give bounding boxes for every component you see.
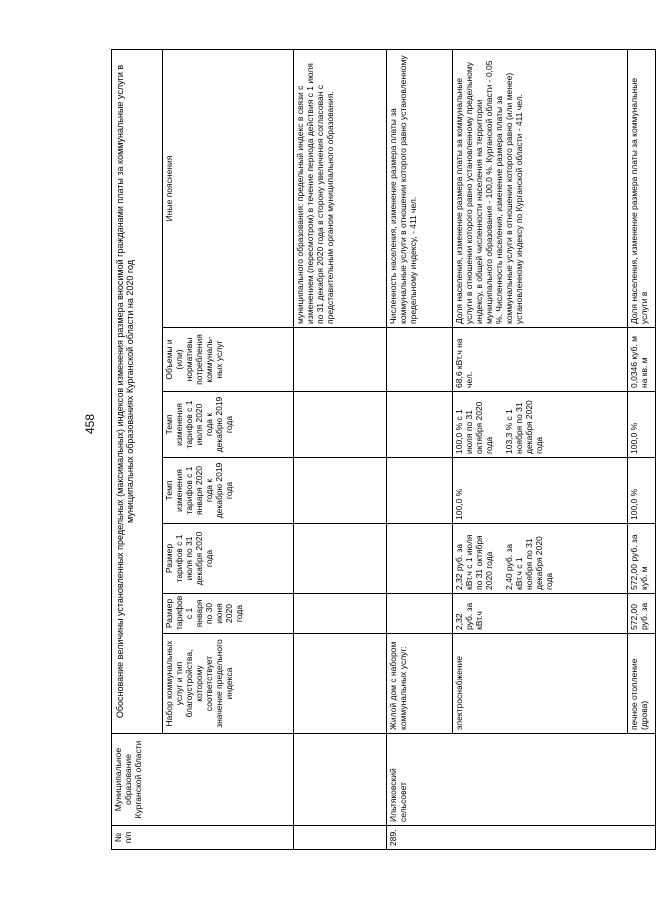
municipality-name: Ильтяковский сельсовет [387,734,656,826]
heating-rate-july: 100,0 % [628,392,656,458]
header-notes: Иные пояснения [163,49,294,327]
heating-tariff-first-half: 572,00 руб. за [628,594,656,634]
header-municipality: Муниципальное образование Курганской области [112,734,294,826]
header-rate-july: Темп изменения тарифов с 1 июля 2020 года к декабрю 2019 года [163,392,294,458]
rotated-table-sheet [111,50,649,850]
electricity-tariff-first-half: 2,32 руб. за кВт.ч [453,594,628,634]
header-tariff-second-half: Размер тарифов с 1 июля по 31 декабря 2020 года [163,524,294,594]
electricity-notes: Доля населения, изменение размера платы за коммунальные услуги в отношении которого равно установленному предельному индексу, в общей численности населения на территории муниципального образования - 100,0 %. Курганской области - 0,05 %. Численность населения, изменение размера платы за коммунальные услуги в отношении которого равно (или менее) установленному индексу по Курганской области - 411 чел. [453,49,628,327]
heating-tariff-second-half: 572,00 руб. за куб. м [628,524,656,594]
continuation-notes: муниципального образования: предельный индекс в связи с изменением (пересмотром) в течение периода действия с 1 июля по 31 декабря 2020 года в сторону увеличения согласован с представительным органом муниципального образования. [294,49,387,327]
service-set: Жилой дом с набором коммунальных услуг: [387,634,453,734]
header-service-set: Набор коммунальных услуг и тип благоустройства, которому соответствует значение предельного индекса [163,634,294,734]
table-row [628,49,656,849]
electricity-rate-january: 100,0 % [453,458,628,524]
header-justification: Обоснование величины установленных предельных (максимальных) индексов изменения размера вносимой гражданами платы за коммунальные услуги в муниципальных образованиях Курганской области на 2020 год [112,49,163,733]
electricity-tariff-july-october: 2,32 руб. за кВт.ч с 1 июля по 31 октября 2020 года [454,534,494,590]
row-number: 289. [387,826,656,850]
electricity-rate-november-december: 103,3 % с 1 ноября по 31 декабря 2020 года [504,400,544,454]
tariff-index-table [111,49,656,850]
electricity-tariff-november-december: 2,40 руб. за кВт.ч с 1 ноября по 31 декабря 2020 года [504,536,554,590]
header-num: № п/п [112,826,294,850]
table-row [294,49,387,849]
header-volumes: Объемы и (или) нормативы потребления коммуналь-ных услуг [163,328,294,392]
population-note: Численность населения, изменение размера платы за коммунальные услуги в отношении которого равно установленному предельному индексу, - 411 чел. [387,49,453,327]
electricity-volume: 68,6 кВт.ч на чел. [453,328,628,392]
electricity-rate-july-october: 100,0 % с 1 июля по 31 октября 2020 года [454,401,494,454]
heating-rate-january: 100,0 % [628,458,656,524]
service-stove-heating: печное отопление (дрова) [628,634,656,734]
header-tariff-first-half: Размер тарифов с 1 января по 30 июня 2020 года [163,594,294,634]
heating-volume: 0,0346 куб. м на кв. м [628,328,656,392]
heating-notes: Доля населения, изменение размера платы за коммунальные услуги в [628,49,656,327]
table-row [453,49,628,849]
page-number: 458 [83,413,97,434]
service-electricity: электроснабжение [453,634,628,734]
table-row [387,49,453,849]
header-rate-january: Темп изменения тарифов с 1 января 2020 года к декабрю 2019 года [163,458,294,524]
